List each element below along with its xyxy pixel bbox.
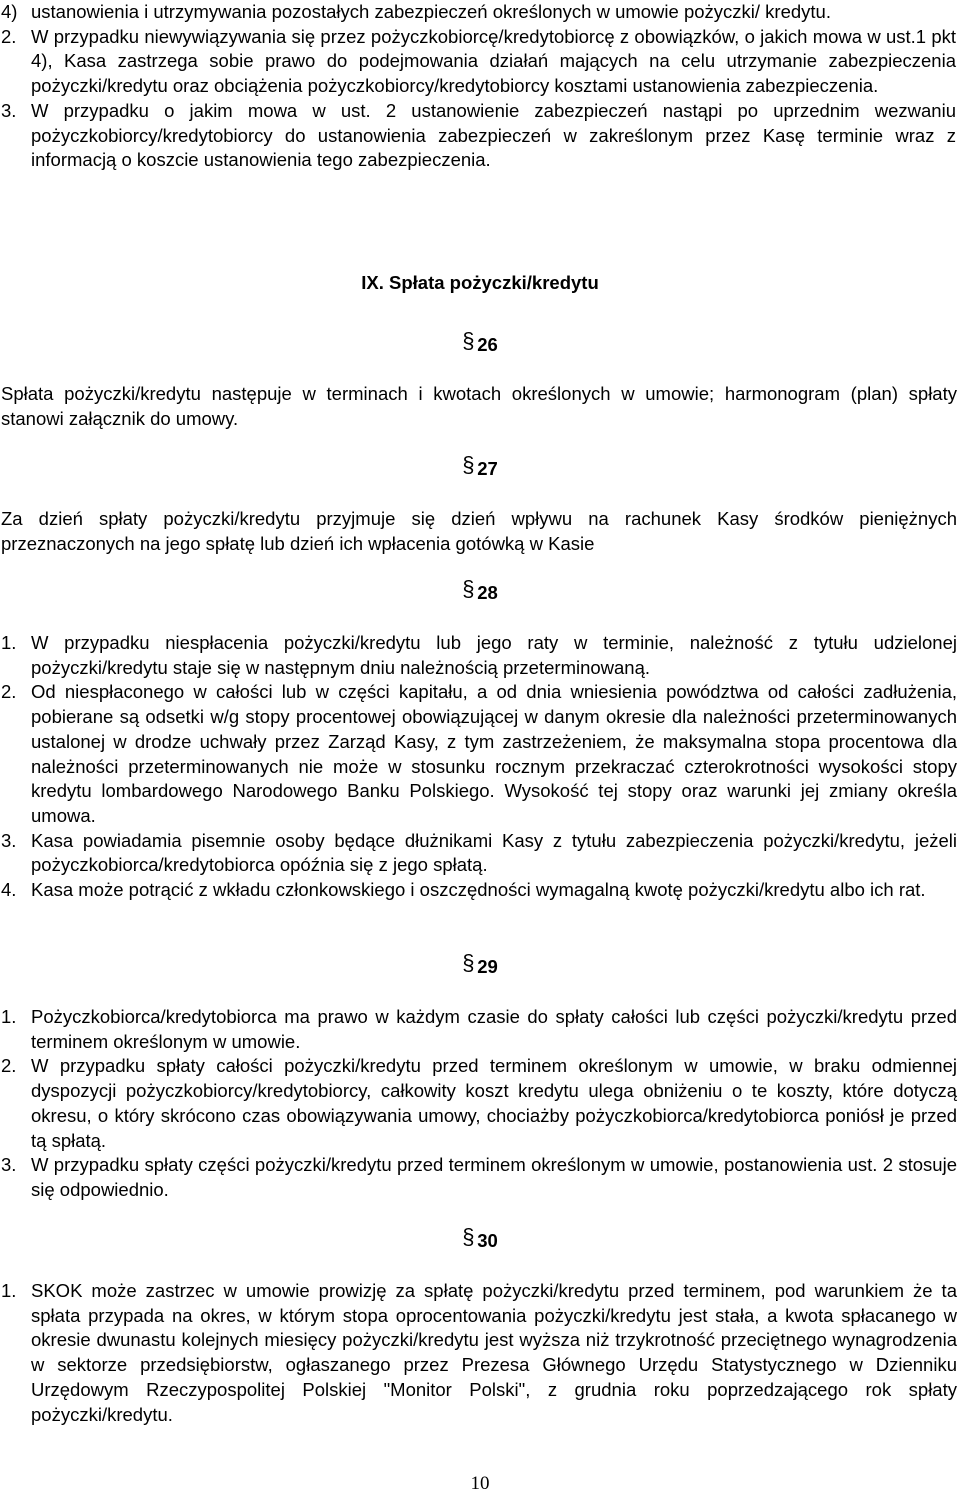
list-item [1,25,956,99]
page-number: 10 [470,1473,490,1494]
item-number: 3. [1,99,17,121]
paragraph-number-26 [0,328,960,358]
item-text: W przypadku niewywiązywania się przez pożyczkobiorcę/kredytobiorcę z obowiązków, o jakich mowa w ust.1 pkt 4), Kasa zastrzega sobie prawo do podejmowania działań mających na celu utrzymanie zabezpieczenia pożyczki/kredytu oraz obciążenia pożyczkobiorcy/kredytobiorcy kosztami ustanowienia zabezpieczenia. [31,25,956,97]
section-sign: § [462,328,475,353]
paragraph-number: 29 [477,956,498,977]
paragraph-number-28 [0,576,960,606]
item-text: Kasa powiadamia pisemnie osoby będące dłużnikami Kasy z tytułu zabezpieczenia pożyczki/kredytu, jeżeli pożyczkobiorca/kredytobiorca opóźnia się z jego spłatą. [31,829,957,876]
item-text: ustanowienia i utrzymywania pozostałych zabezpieczeń określonych w umowie pożyczki/ kredytu. [31,1,831,22]
item-number: 3. [1,1154,17,1176]
paragraph-number: 28 [477,582,498,603]
item-number: 2. [1,681,17,703]
section-sign: § [462,950,475,975]
item-number: 1. [1,1006,17,1027]
item-text: Kasa może potrącić z wkładu członkowskiego i oszczędności wymagalną kwotę pożyczki/kredytu albo ich rat. [31,879,926,901]
section-title: IX. Spłata pożyczki/kredytu [361,272,599,293]
list-item [1,99,956,173]
item-text: W przypadku spłaty całości pożyczki/kredytu przed terminem określonym w umowie, w braku odmiennej dyspozycji pożyczkobiorcy/kredytobiorcy, całkowity koszt kredytu ulega obniżeniu o te koszty, które dotyczą okresu, o który skrócono czas obowiązywania umowy, chociażby pożyczkobiorca/kredytobiorca poniósł je przed tą spłatą. [31,1055,957,1151]
item-text: Pożyczkobiorca/kredytobiorca ma prawo w każdym czasie do spłaty całości lub części pożyczki/kredytu przed terminem określonym w umowie. [31,1006,957,1052]
section-sign: § [462,576,475,601]
list-item [1,1005,957,1054]
item-text: Od niespłaconego w całości lub w części kapitału, a od dnia wniesienia powództwa od całości zadłużenia, pobierane są odsetki w/g stopy procentowej obowiązującej w danym okresie dla należności przeterminowanych ustalonej w drodze uchwały przez Zarząd Kasy, z tym zastrzeżeniem, że maksymalna stopa procentowa dla należności przeterminowanych nie może w stosunku rocznym przekraczać czterokrotności wysokości stopy kredytu lombardowego Narodowego Banku Polskiego. Wysokość tej stopy oraz warunki jej zmiany określa umowa. [31,681,957,826]
item-number: 1. [1,1280,17,1301]
item-number: 2. [1,25,17,47]
section-sign: § [462,1224,475,1249]
item-number: 4) [1,1,18,22]
list-item [1,1279,957,1427]
list-item [1,829,957,878]
item-text: W przypadku spłaty części pożyczki/kredytu przed terminem określonym w umowie, postanowienia ust. 2 stosuje się odpowiednio. [31,1154,957,1200]
paragraph-26-text: Spłata pożyczki/kredytu następuje w terminach i kwotach określonych w umowie; harmonogram (plan) spłaty stanowi załącznik do umowy. [1,383,957,429]
list-item [1,0,956,25]
paragraph-28-list [1,631,957,903]
section-sign: § [462,452,475,477]
item-text: W przypadku o jakim mowa w ust. 2 ustanowienie zabezpieczeń nastąpi po uprzednim wezwaniu pożyczkobiorcy/kredytobiorcy do ustanowienia zabezpieczeń w zakreślonym przez Kasę terminie wraz z informacją o koszcie ustanowienia tego zabezpieczenia. [31,99,956,171]
paragraph-number-29 [0,950,960,980]
list-item [1,631,957,680]
list-item [1,680,957,828]
item-text: W przypadku niespłacenia pożyczki/kredytu lub jego raty w terminie, należność z tytułu udzielonej pożyczki/kredytu staje się w następnym dniu należnością przeterminowaną. [31,632,957,678]
list-item [1,1054,957,1153]
paragraph-number-30 [0,1224,960,1254]
paragraph-number: 27 [477,458,498,479]
item-number: 4. [1,879,17,901]
item-number: 1. [1,632,17,653]
paragraph-30-list [1,1279,957,1427]
list-item [1,1153,957,1202]
paragraph-number: 26 [477,334,498,355]
item-number: 3. [1,829,17,851]
item-number: 2. [1,1055,17,1077]
paragraph-number: 30 [477,1230,498,1251]
paragraph-29-list [1,1005,957,1203]
top-list [0,0,960,173]
item-text: SKOK może zastrzec w umowie prowizję za spłatę pożyczki/kredytu przed terminem, pod warunkiem że ta spłata przypada na okres, w którym stopa oprocentowania pożyczki/kredytu jest stała, a kwota spłacanego w okresie dwunastu kolejnych miesięcy pożyczki/kredytu jest wyższa niż trzykrotność przeciętnego wynagrodzenia w sektorze przedsiębiorstw, ogłaszanego przez Prezesa Głównego Urzędu Statystycznego w Dzienniku Urzędowym Rzeczypospolitej Polskiej "Monitor Polski", z grudnia roku poprzedzającego rok spłaty pożyczki/kredytu. [31,1280,957,1425]
paragraph-27-text: Za dzień spłaty pożyczki/kredytu przyjmuje się dzień wpływu na rachunek Kasy środków pieniężnych przeznaczonych na jego spłatę lub dzień ich wpłacenia gotówką w Kasie [1,508,957,554]
paragraph-number-27 [0,452,960,482]
list-item [1,878,957,903]
